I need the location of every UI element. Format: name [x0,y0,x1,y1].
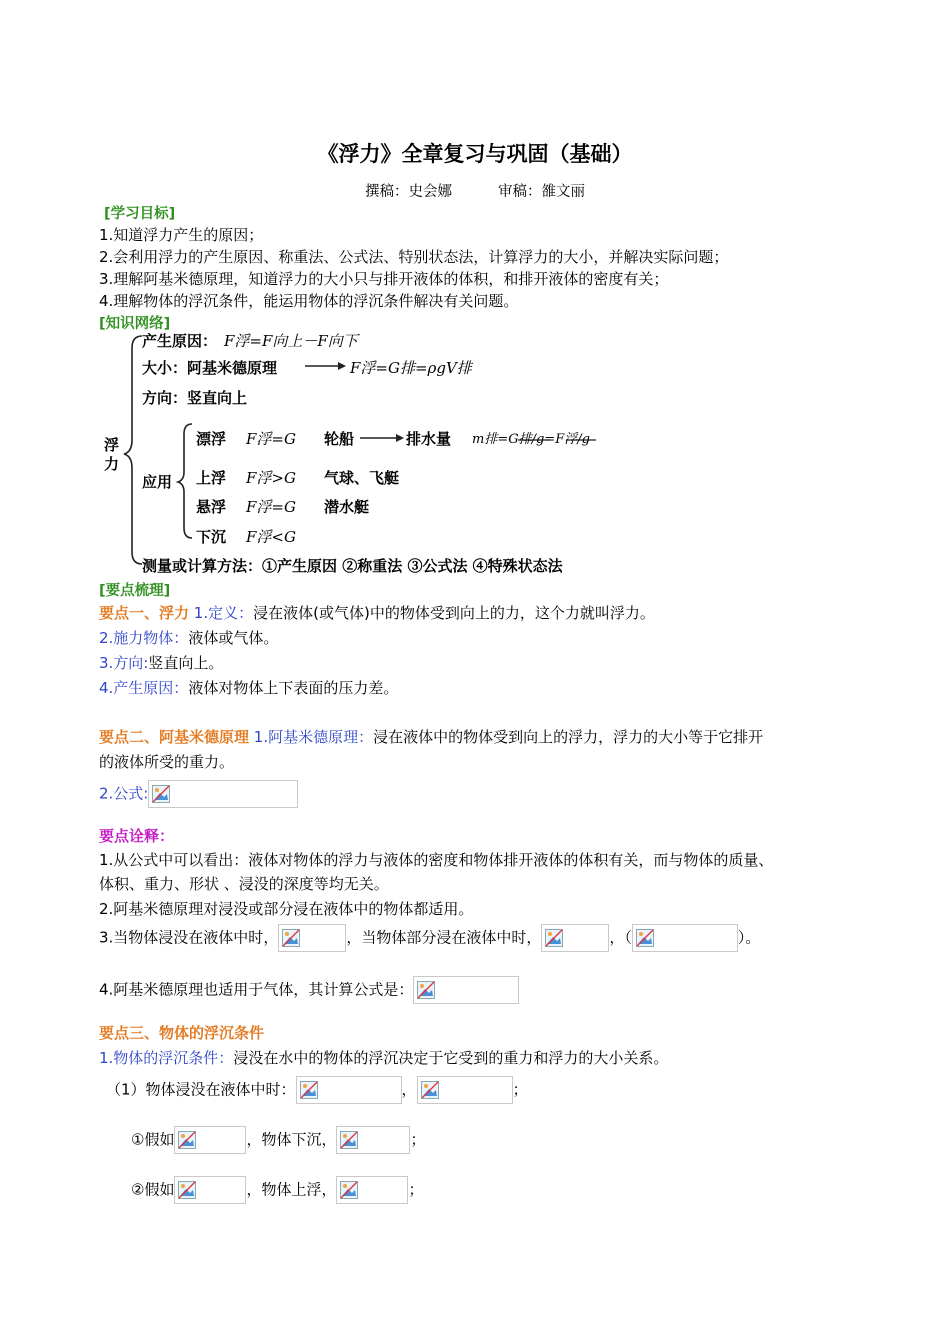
formula-image [278,924,346,952]
condition-2a: ①假如 [131,1130,175,1149]
broken-image-icon [545,929,563,947]
goal-item: 4.理解物体的浮沉条件，能运用物体的浮沉条件解决有关问题。 [99,292,519,310]
formula-image [148,780,298,808]
example-balloon: 气球、飞艇 [324,469,400,487]
formula-image [336,1176,408,1204]
agent-text: 液体或气体。 [188,629,279,647]
point1-def-text: 浸在液体(或气体)中的物体受到向上的力，这个力就叫浮力。 [253,604,655,622]
goal-item: 2.会利用浮力的产生原因、称重法、公式法、特别状态法，计算浮力的大小，并解决实际问题； [99,248,729,266]
point1-def-label: 1.定义： [193,604,254,622]
methods-line: 测量或计算方法：①产生原因 ②称重法 ③公式法 ④特殊状态法 [142,557,563,575]
note-3c: ，（ [609,928,632,947]
float-sink-label: 1.物体的浮沉条件： [99,1049,234,1067]
broken-image-icon [282,929,300,947]
broken-image-icon [417,981,435,999]
cause-formula: F浮=F向上－F向下 [224,332,358,350]
direction-text: 竖直向上。 [148,654,224,672]
broken-image-icon [178,1131,196,1149]
condition-3 [131,1176,423,1204]
example-ship: 轮船 [324,430,355,448]
cause-label-text: 4.产生原因： [99,679,189,697]
float-sink-text: 浸没在水中的物体的浮沉决定于它受到的重力和浮力的大小关系。 [233,1049,669,1067]
condition-3b: ，物体上浮， [246,1180,337,1199]
cond-float: F浮=G [246,430,296,448]
note-4 [99,976,519,1004]
goal-item: 3.理解阿基米德原理，知道浮力的大小只与排开液体的体积，和排开液体的密度有关； [99,270,669,288]
formula-image [632,924,738,952]
formula-image [336,1126,410,1154]
semicolon: ； [408,1180,424,1199]
formula-line [99,780,298,808]
point1-title: 要点一、浮力 [99,604,190,622]
state-float: 漂浮 [196,430,227,448]
cond-rise: F浮>G [246,469,296,487]
point1-agent [99,627,278,648]
broken-image-icon [340,1181,358,1199]
direction-label: 3.方向: [99,654,149,672]
comma: ， [401,1080,417,1099]
point1-direction [99,652,223,673]
points-heading: [要点梳理] [99,583,171,599]
condition-2 [131,1126,425,1154]
formula-image [174,1126,246,1154]
note-1b: 体积、重力、形状 、浸没的深度等均无关。 [99,875,389,893]
broken-image-icon [152,785,170,803]
notes-heading: 要点诠释： [99,827,175,845]
displacement-formula: m排=G排/g=F浮/g [472,432,590,447]
formula-image [174,1176,246,1204]
size-formula: F浮=G排=ρgV排 [350,359,472,377]
cause-label: 产生原因： [142,332,218,350]
byline [0,180,950,201]
goals-heading: [学习目标] [104,206,176,222]
cond-sink: F浮<G [246,528,296,546]
displacement-label: 排水量 [406,430,452,448]
example-submarine: 潜水艇 [324,498,370,516]
author: 撰稿：史会娜 [365,184,452,200]
note-3b: ，当物体部分浸在液体中时， [346,928,542,947]
formula-label: 2.公式: [99,784,149,803]
network-heading: [知识网络] [99,316,171,332]
network-root: 浮力 [104,436,120,473]
reviewer: 审稿：雒文丽 [498,184,585,200]
note-3a: 3.当物体浸没在液体中时， [99,928,279,947]
condition-1-text: （1）物体浸没在液体中时： [106,1080,296,1099]
note-3 [99,924,760,952]
archimedes-text-cont: 的液体所受的重力。 [99,753,235,771]
point2-title: 要点二、阿基米德原理 [99,728,250,746]
formula-image [417,1076,513,1104]
archimedes-label: 1.阿基米德原理： [253,728,374,746]
formula-image [296,1076,402,1104]
broken-image-icon [340,1131,358,1149]
point1-line [99,602,655,623]
semicolon: ； [410,1130,426,1149]
note-2: 2.阿基米德原理对浸没或部分浸在液体中的物体都适用。 [99,900,474,918]
state-sink: 下沉 [196,528,227,546]
goal-item: 1.知道浮力产生的原因； [99,226,264,244]
page-title: 《浮力》全章复习与巩固（基础） [317,142,633,166]
apply-label: 应用 [142,473,173,491]
condition-2b: ，物体下沉， [246,1130,337,1149]
point3-title: 要点三、物体的浮沉条件 [99,1024,265,1042]
broken-image-icon [300,1081,318,1099]
size-label: 大小：阿基米德原理 [142,359,278,377]
knowledge-network-diagram [100,330,665,578]
direction-label: 方向：竖直向上 [142,389,248,407]
broken-image-icon [421,1081,439,1099]
formula-image [413,976,519,1004]
point2-line [99,726,763,747]
note-3d: ）。 [737,928,761,947]
condition-3a: ②假如 [131,1180,175,1199]
condition-1 [106,1076,528,1104]
state-rise: 上浮 [196,469,227,487]
semicolon: ； [512,1080,528,1099]
point3-line [99,1047,668,1068]
cond-suspend: F浮=G [246,498,296,516]
note-4-text: 4.阿基米德原理也适用于气体，其计算公式是： [99,980,414,999]
point1-cause [99,677,398,698]
agent-label: 2.施力物体： [99,629,189,647]
state-suspend: 悬浮 [196,498,227,516]
formula-image [541,924,609,952]
archimedes-text: 浸在液体中的物体受到向上的浮力，浮力的大小等于它排开 [373,728,764,746]
note-1a: 1.从公式中可以看出：液体对物体的浮力与液体的密度和物体排开液体的体积有关，而与物体的质量、 [99,851,774,869]
broken-image-icon [636,929,654,947]
cause-text: 液体对物体上下表面的压力差。 [188,679,399,697]
broken-image-icon [178,1181,196,1199]
